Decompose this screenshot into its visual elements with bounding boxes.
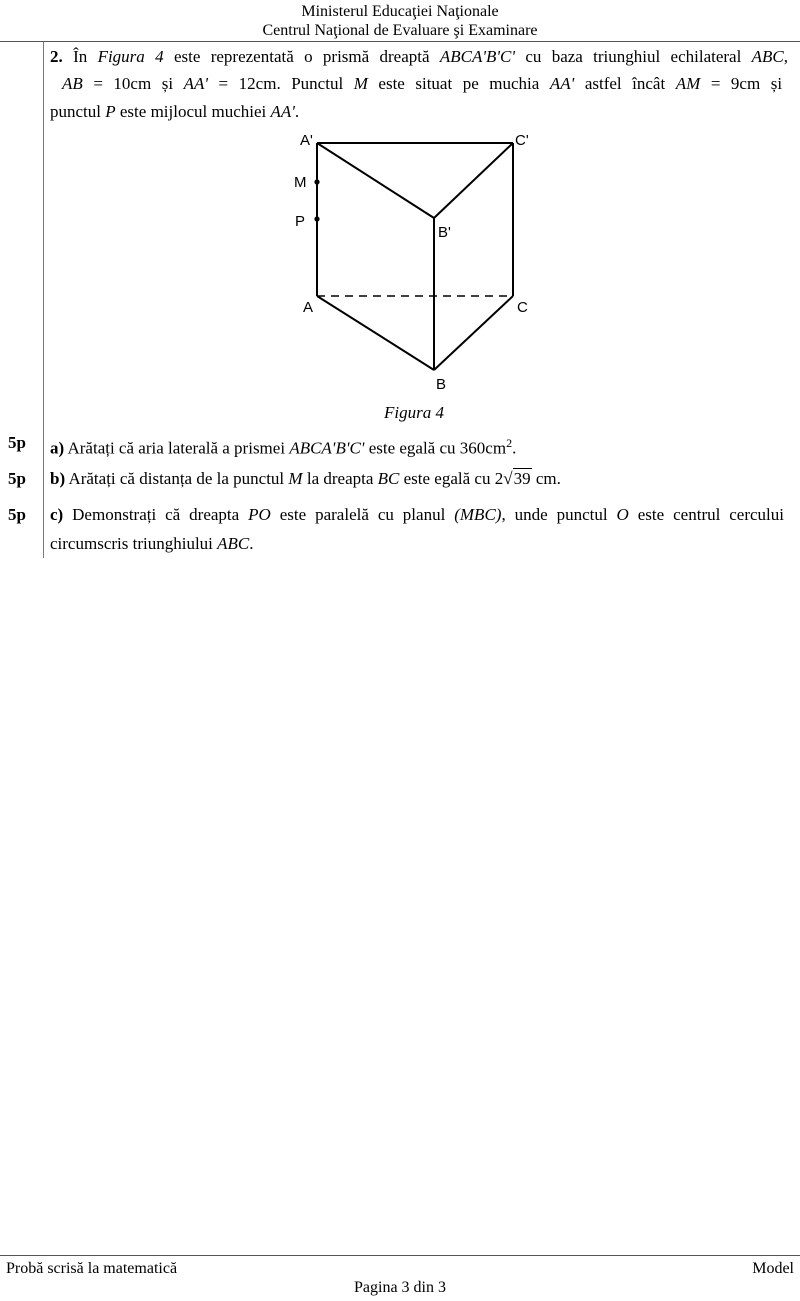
header-center: Centrul Naţional de Evaluare şi Examinare (262, 22, 538, 39)
score-a: 5p (8, 433, 26, 452)
point-p (314, 216, 319, 221)
label-c-prime: C' (515, 132, 529, 149)
point-m (314, 179, 319, 184)
figure-caption: Figura 4 (384, 403, 444, 422)
prism-figure (270, 128, 550, 403)
item-b: b) Arătați că distanța de la punctul M la dreapta BC este egală cu 2√39 cm. (50, 469, 561, 488)
edge-c-prime-b-prime (434, 143, 513, 218)
edge-c-b (434, 296, 513, 370)
label-a-prime: A' (300, 132, 313, 149)
problem-line-3: punctul P este mijlocul muchiei AA'. (50, 102, 300, 121)
label-b-prime: B' (438, 224, 451, 241)
sqrt-sign: √ (503, 469, 513, 488)
label-p: P (295, 213, 306, 230)
label-a: A (303, 299, 314, 316)
figure-reference: Figura 4 (97, 47, 164, 66)
edge-a-prime-b-prime (317, 143, 434, 218)
item-c-line-1: c) Demonstrați că dreapta PO este paralelă cu planul (MBC), unde punctul O este centrul cercului (50, 505, 785, 524)
header-ministry: Ministerul Educaţiei Naţionale (301, 3, 499, 20)
score-b: 5p (8, 469, 26, 488)
footer-page-number: Pagina 3 din 3 (354, 1279, 446, 1296)
item-c-line-2: circumscris triunghiului ABC. (50, 534, 254, 553)
header-divider (0, 41, 800, 42)
left-margin-rule (43, 42, 44, 558)
label-c: C (517, 299, 528, 316)
item-a: a) Arătați că aria laterală a prismei ABCA'B'C' este egală cu $360cm^2$. (50, 436, 517, 458)
edge-a-b (317, 296, 434, 370)
problem-number: 2. (50, 47, 63, 66)
footer-divider (0, 1255, 800, 1256)
problem-line-2: AB = 10cm și AA' = 12cm. Punctul M este situat pe muchia AA' astfel încât AM = 9cm și (62, 74, 783, 93)
problem-line-1: 2. În Figura 4 este reprezentată o prismă dreaptă ABCA'B'C' cu baza triunghiul echilateral ABC, (50, 47, 789, 66)
footer-model: Model (752, 1260, 794, 1277)
label-b: B (436, 376, 447, 393)
score-c: 5p (8, 505, 26, 524)
footer-exam-name: Probă scrisă la matematică (6, 1260, 178, 1277)
label-m: M (294, 174, 307, 191)
page-header (0, 2, 800, 40)
